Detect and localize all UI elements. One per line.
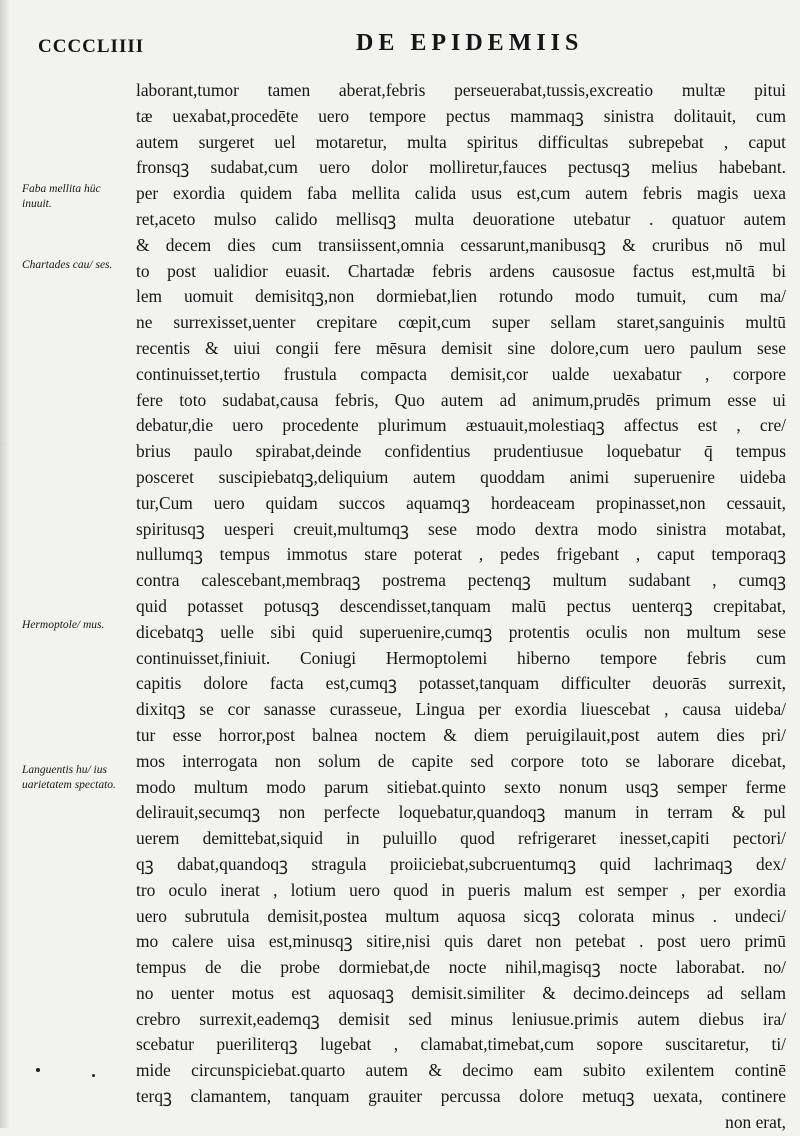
text-line: lem uomuit demisitqꝫ,non dormiebat,lien rotundo modo tumuit, cum ma/ bbox=[136, 286, 786, 307]
folio-number: CCCCLIIII bbox=[38, 36, 145, 57]
text-line: qꝫ dabat,quandoqꝫ stragula proiiciebat,subcruentumqꝫ quid lachrimaqꝫ dex/ bbox=[136, 853, 786, 874]
page-header bbox=[38, 28, 780, 60]
text-line: non erat, bbox=[725, 1111, 786, 1132]
text-line: tro oculo inerat , lotium uero quod in pueris malum est semper , per exordia bbox=[136, 879, 786, 900]
text-line: brius paulo spirabat,deinde confidentius prudentiusue loquebatur q̄ tempus bbox=[136, 441, 786, 462]
text-line: uerem demittebat,siquid in puluillo quod refrigeraret inesset,capiti pectori/ bbox=[136, 828, 786, 849]
text-line: scebatur pueriliterqꝫ lugebat , clamabat,timebat,cum sopore suscitaretur, ti/ bbox=[136, 1034, 786, 1055]
marginal-note: Hermoptole/ mus. bbox=[22, 619, 105, 631]
show-through-mark: · bbox=[4, 440, 7, 451]
text-line: spiritusqꝫ uesperi creuit,multumqꝫ sese modo dextra modo sinistra motabat, bbox=[136, 518, 786, 539]
text-line: to post ualidior euasit. Chartadæ febris ardens causosue factus est,multā bi bbox=[136, 260, 786, 281]
text-line: modo multum modo parum sitiebat.quinto sexto nonum usqꝫ semper ferme bbox=[136, 776, 786, 797]
text-line: mide circunspiciebat.quarto autem & decimo eam subito exilentem continē bbox=[136, 1060, 786, 1081]
text-line: delirauit,secumqꝫ non perfecte loquebatur,quandoqꝫ manum in terram & pul bbox=[136, 802, 786, 823]
text-line: & decem dies cum transiissent,omnia cessarunt,manibusqꝫ & cruribus nō mul bbox=[136, 234, 786, 255]
text-line: mo calere uisa est,minusqꝫ sitire,nisi quis daret non petebat . post uero primū bbox=[136, 931, 786, 952]
text-line: laborant,tumor tamen aberat,febris perseuerabat,tussis,excreatio multæ pitui bbox=[136, 80, 786, 100]
text-line: dixitqꝫ se cor sanasse curasseue, Lingua per exordia liuescebat , causa uideba/ bbox=[136, 699, 786, 720]
text-line: recentis & uiui congii fere mēsura demisit sine dolore,cum uero paulum sese bbox=[136, 337, 786, 358]
text-line: terqꝫ clamantem, tanquam grauiter percussa dolore metuqꝫ uexata, continere bbox=[136, 1086, 786, 1107]
text-line: ne surrexisset,uenter crepitare cœpit,cum super sellam staret,sanguinis multū bbox=[136, 312, 786, 333]
text-line: fronsqꝫ sudabat,cum uero dolor molliretur,fauces pectusqꝫ melius habebant. bbox=[136, 157, 786, 178]
text-line: tur,Cum uero quidam succos aquamqꝫ hordeaceam propinasset,non cessauit, bbox=[136, 492, 786, 513]
text-line: dicebatqꝫ uelle sibi quid superuenire,cumqꝫ protentis oculis non multum sese bbox=[136, 621, 786, 642]
text-line: tempus de die probe dormiebat,de nocte nihil,magisqꝫ nocte laborabat. no/ bbox=[136, 957, 786, 978]
main-text-block bbox=[136, 78, 786, 1136]
text-line: per exordia quidem faba mellita calida usus est,cum autem febris magis uexa bbox=[136, 183, 786, 204]
text-line: tæ uexabat,procedēte uero tempore pectus mammaqꝫ sinistra dolitauit, cum bbox=[136, 105, 786, 126]
text-line: crebro surrexit,eademqꝫ demisit sed minus leniusue.primis autem diebus ira/ bbox=[136, 1008, 786, 1029]
text-line: debatur,die uero procedente plurimum æstuauit,molestiaqꝫ affectus est , cre/ bbox=[136, 415, 786, 436]
marginal-note: Languentis hu/ ius uarietatem spectato. bbox=[22, 764, 116, 791]
text-line: tur esse horror,post balnea noctem & diem peruigilauit,post autem dies pri/ bbox=[136, 724, 786, 745]
running-head: DE EPIDEMIIS bbox=[356, 30, 584, 56]
text-line: quid potasset potusqꝫ descendisset,tanquam malū pectus uenterqꝫ crepitabat, bbox=[136, 595, 786, 616]
text-line: continuisset,finiuit. Coniugi Hermoptolemi hiberno tempore febris cum bbox=[136, 647, 786, 668]
text-line: mos interrogata non solum de capite sed corpore toto se laborare dicebat, bbox=[136, 750, 786, 771]
text-line: capitis dolore facta est,cumqꝫ potasset,tanquam difficulter deuorās surrexit, bbox=[136, 673, 786, 694]
text-line: ret,aceto mulso calido mellisqꝫ multa deuoratione utebatur . quatuor autem bbox=[136, 208, 786, 229]
text-line: posceret suscipiebatqꝫ,deliquium autem quoddam animi superuenire uideba bbox=[136, 466, 786, 487]
ink-speck bbox=[36, 1068, 40, 1072]
text-line: uero subrutula demisit,postea multum aquosa sicqꝫ colorata minus . undeci/ bbox=[136, 905, 786, 926]
marginal-note: Faba mellita hüc inuuit. bbox=[22, 183, 101, 210]
text-line: continuisset,tertio frustula compacta demisit,cor ualde uexabatur , corpore bbox=[136, 363, 786, 384]
text-line: no uenter motus est aquosaqꝫ demisit.similiter & decimo.deinceps ad sellam bbox=[136, 982, 786, 1003]
text-line: fere toto sudabat,causa febris, Quo autem ad animum,prudēs primum esse ui bbox=[136, 389, 786, 410]
marginal-note: Chartades cau/ ses. bbox=[22, 259, 113, 271]
text-line: contra calescebant,membraqꝫ postrema pectenqꝫ multum sudabant , cumqꝫ bbox=[136, 570, 786, 591]
text-line: nullumqꝫ tempus immotus stare poterat , pedes frigebant , caput temporaqꝫ bbox=[136, 544, 786, 565]
ink-speck bbox=[92, 1074, 95, 1077]
text-line: autem surgeret uel motaretur, multa spiritus difficultas subrepebat , caput bbox=[136, 131, 786, 152]
page-gutter-shadow bbox=[0, 0, 10, 1128]
